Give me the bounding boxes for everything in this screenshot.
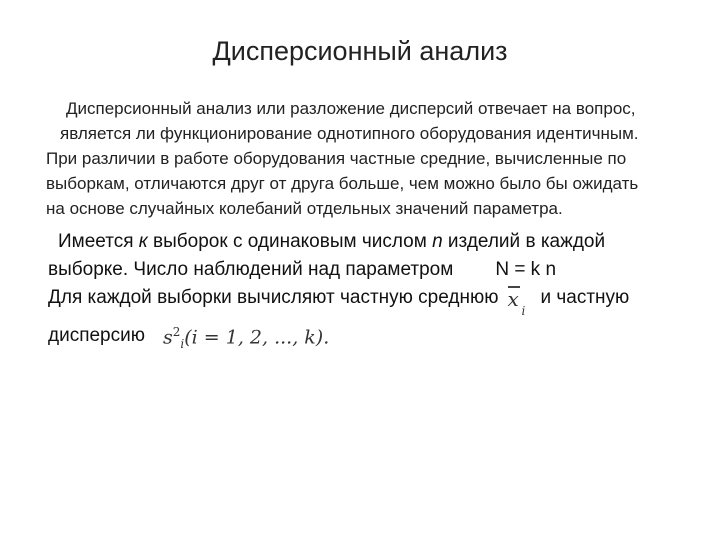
superscript-2: 2 bbox=[172, 325, 181, 339]
text-line: выборкам, отличаются друг от друга больше, чем можно было бы ожидать bbox=[46, 174, 639, 193]
text-fragment: Имеется bbox=[58, 231, 139, 252]
text-line: При различии в работе оборудования частные средние, вычисленные по bbox=[46, 149, 627, 168]
text-fragment: дисперсию bbox=[48, 325, 145, 346]
partial-mean-symbol bbox=[504, 284, 534, 318]
text-line: на основе случайных колебаний отдельных значений параметра. bbox=[46, 199, 563, 218]
variable-n: n bbox=[432, 231, 443, 252]
text-line: является ли функционирование однотипного оборудования идентичным. bbox=[60, 124, 639, 143]
definition-paragraph bbox=[48, 228, 688, 362]
intro-paragraph bbox=[46, 96, 686, 221]
x-symbol: x bbox=[507, 287, 519, 311]
text-fragment: Для каждой выборки вычисляют частную среднюю bbox=[48, 287, 499, 308]
text-line bbox=[48, 228, 688, 256]
s-symbol: s bbox=[163, 326, 173, 349]
formula-N-equals-kn: N = k n bbox=[495, 259, 557, 280]
text-line: Дисперсионный анализ или разложение дисперсий отвечает на вопрос, bbox=[66, 99, 636, 118]
subscript-i: i bbox=[521, 304, 526, 318]
text-line bbox=[48, 284, 688, 318]
slide-title: Дисперсионный анализ bbox=[212, 36, 508, 66]
text-fragment: изделий в каждой bbox=[442, 231, 606, 252]
text-fragment: и частную bbox=[540, 287, 630, 308]
text-line bbox=[48, 256, 688, 284]
partial-variance-formula bbox=[163, 318, 329, 358]
index-range: (i = 1, 2, ..., k). bbox=[184, 326, 330, 349]
text-fragment: выборок с одинаковым числом bbox=[147, 231, 433, 252]
subscript-i: i bbox=[180, 337, 185, 352]
text-fragment: выборке. Число наблюдений над параметром bbox=[48, 259, 454, 280]
text-line bbox=[48, 322, 688, 362]
variable-k: к bbox=[138, 231, 148, 252]
